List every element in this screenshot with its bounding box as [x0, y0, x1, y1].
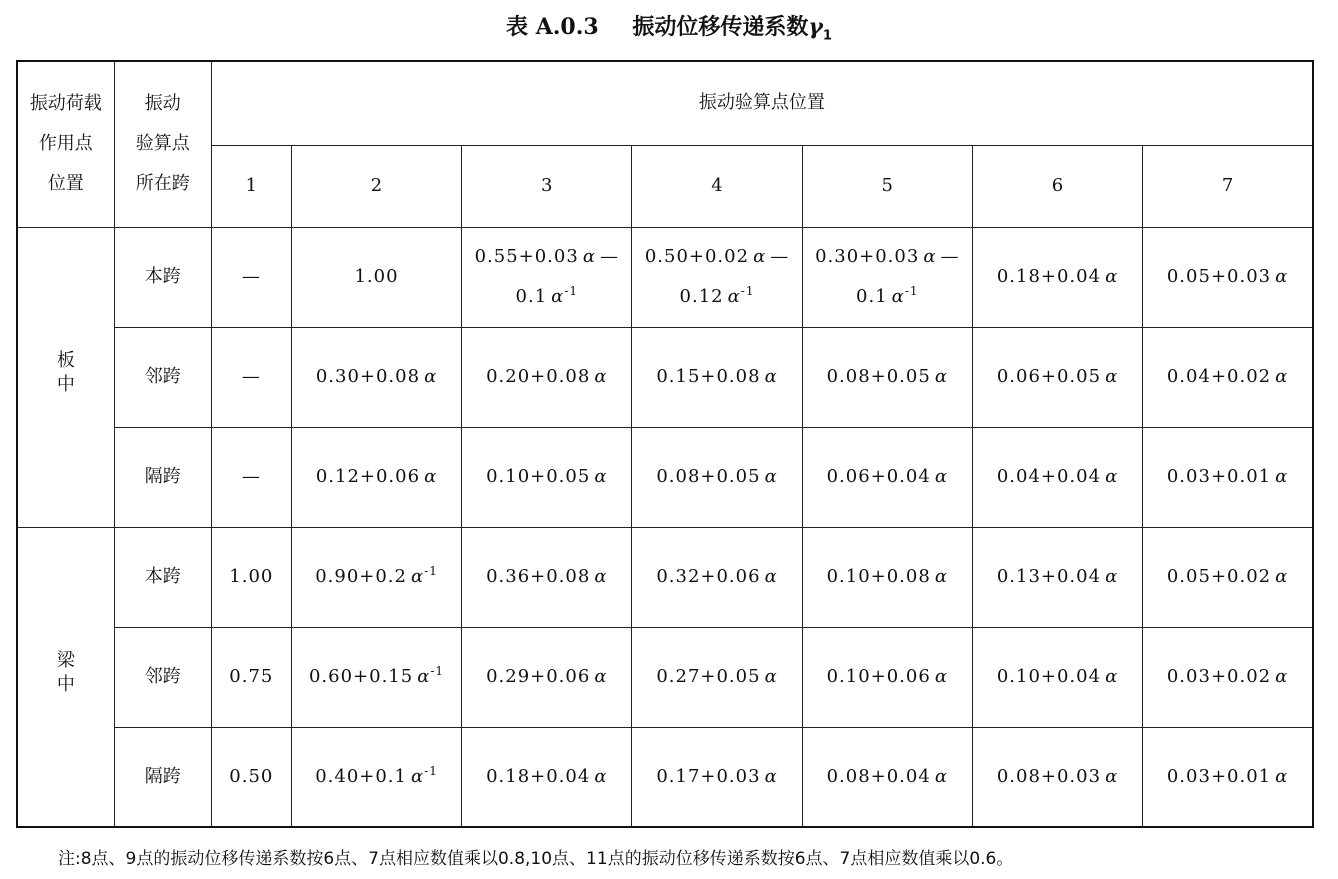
table-row: [17, 327, 1313, 427]
coefficient-text: 1.00: [229, 566, 274, 587]
coefficient-text: 0.05+0.02: [1166, 566, 1272, 587]
coefficient-cell: [972, 527, 1142, 627]
span-label: 邻跨: [114, 627, 211, 727]
coefficient-text: 0.03+0.01: [1166, 765, 1272, 787]
inverse-exponent: -1: [740, 284, 755, 298]
coefficient-text: 0.10+0.05: [486, 466, 591, 487]
alpha-symbol: α: [1275, 366, 1289, 387]
span-label: 隔跨: [114, 727, 211, 827]
inverse-exponent: -1: [564, 284, 579, 298]
span-label: 本跨: [114, 527, 211, 627]
coefficient-cell: [291, 327, 461, 427]
alpha-symbol: α: [594, 566, 608, 587]
alpha-symbol: α: [764, 466, 778, 487]
alpha-symbol: α: [1105, 666, 1119, 687]
coefficient-cell: [462, 227, 632, 327]
coefficient-text: 0.03+0.02: [1166, 666, 1272, 687]
coefficient-value: [212, 557, 291, 597]
coefficient-cell: [462, 527, 632, 627]
coefficient-cell: [632, 227, 802, 327]
coefficient-value: [462, 757, 631, 797]
coefficient-text: 0.36+0.08: [486, 566, 591, 587]
alpha-symbol: α: [1275, 266, 1289, 287]
coefficient-value: [1143, 757, 1312, 797]
coefficient-text: 0.1: [515, 286, 548, 307]
coefficient-text: 0.75: [229, 666, 274, 687]
coefficient-value: [212, 457, 291, 497]
table-body: [17, 227, 1313, 827]
coefficient-cell: [632, 427, 802, 527]
coefficient-cell: [972, 727, 1142, 827]
header-points-row: [17, 145, 1313, 227]
coefficient-text: 0.03+0.01: [1166, 466, 1272, 487]
coefficient-value: [632, 557, 801, 597]
inverse-exponent: -1: [424, 763, 438, 778]
coefficient-text: 0.13+0.04: [996, 566, 1102, 587]
header-point-5: 5: [802, 145, 972, 227]
span-label: 邻跨: [114, 327, 211, 427]
coefficient-text: 0.06+0.05: [996, 366, 1102, 387]
alpha-symbol: α: [417, 666, 431, 687]
coefficient-cell: [211, 327, 291, 427]
coefficient-cell: [291, 527, 461, 627]
coefficient-text: 0.17+0.03: [656, 765, 761, 787]
alpha-symbol: α: [410, 566, 425, 587]
coefficient-value: [292, 357, 461, 397]
coefficient-text: 0.10+0.06: [826, 666, 931, 687]
coefficient-cell: [802, 527, 972, 627]
coefficient-text: 0.18+0.04: [486, 765, 591, 787]
header-load-position: [17, 61, 114, 227]
header-check-span: [114, 61, 211, 227]
table-row: [17, 527, 1313, 627]
coefficient-cell: [1143, 627, 1313, 727]
coefficient-cell: [211, 727, 291, 827]
coefficient-text: 0.10+0.04: [996, 666, 1102, 687]
coefficient-suffix: —: [940, 246, 960, 267]
coefficient-text: 0.08+0.03: [996, 765, 1102, 787]
alpha-symbol: α: [934, 666, 948, 687]
coefficient-value-line2: [803, 277, 972, 317]
coefficient-cell: [291, 627, 461, 727]
alpha-symbol: α: [1105, 765, 1119, 787]
coefficient-value: [1143, 257, 1312, 297]
alpha-symbol: α: [1275, 765, 1289, 787]
gamma-symbol: γ: [808, 14, 823, 40]
coefficient-cell: [462, 627, 632, 727]
coefficient-value: [1143, 557, 1312, 597]
coefficient-value: [1143, 457, 1312, 497]
coefficient-text: 0.50: [229, 765, 274, 787]
coefficient-text: 0.12+0.06: [315, 466, 421, 487]
load-position-label: 板中: [56, 350, 75, 395]
coefficient-value: [462, 557, 631, 597]
coefficient-text: 0.55+0.03: [474, 246, 579, 267]
coefficient-text: 0.08+0.05: [656, 466, 761, 487]
alpha-symbol: α: [934, 765, 948, 787]
alpha-symbol: α: [764, 765, 778, 787]
header-point-3: 3: [462, 145, 632, 227]
alpha-symbol: α: [594, 366, 608, 387]
coefficient-table: [16, 60, 1314, 828]
coefficient-cell: [1143, 727, 1313, 827]
coefficient-value: [973, 257, 1142, 297]
coefficient-text: 0.20+0.08: [486, 366, 591, 387]
coefficient-text: 0.32+0.06: [656, 566, 761, 587]
coefficient-text: 0.27+0.05: [656, 666, 761, 687]
coefficient-cell: [291, 427, 461, 527]
table-title: [0, 10, 1338, 43]
coefficient-value: [1143, 357, 1312, 397]
coefficient-value: [632, 237, 801, 277]
coefficient-text: 0.06+0.04: [826, 466, 931, 487]
alpha-symbol: α: [1105, 566, 1119, 587]
coefficient-value: [803, 357, 972, 397]
header-point-7: 7: [1143, 145, 1313, 227]
coefficient-cell: [1143, 327, 1313, 427]
load-position-cell: [17, 527, 114, 827]
coefficient-value: [462, 357, 631, 397]
alpha-symbol: α: [1275, 666, 1289, 687]
header-load-line: 位置: [47, 173, 84, 195]
coefficient-text: 0.04+0.02: [1166, 366, 1272, 387]
alpha-symbol: α: [934, 366, 948, 387]
load-position-cell: [17, 227, 114, 527]
coefficient-value: [212, 657, 291, 697]
coefficient-cell: [632, 627, 802, 727]
coefficient-value: [973, 657, 1142, 697]
alpha-symbol: α: [424, 366, 438, 387]
coefficient-cell: [1143, 427, 1313, 527]
coefficient-value-line2: [632, 277, 801, 317]
inverse-exponent: -1: [424, 564, 438, 578]
coefficient-value: [803, 657, 972, 697]
coefficient-text: 0.90+0.2: [315, 566, 407, 587]
alpha-symbol: α: [753, 246, 767, 267]
coefficient-value: [462, 457, 631, 497]
span-label: 隔跨: [114, 427, 211, 527]
header-point-2: 2: [291, 145, 461, 227]
alpha-symbol: α: [424, 466, 438, 487]
coefficient-cell: [211, 227, 291, 327]
coefficient-cell: [802, 227, 972, 327]
coefficient-cell: [972, 327, 1142, 427]
load-position-label: 梁中: [56, 649, 75, 695]
alpha-symbol: α: [923, 246, 937, 267]
coefficient-value: [292, 257, 461, 297]
table-row: [17, 627, 1313, 727]
coefficient-cell: [972, 427, 1142, 527]
inverse-exponent: -1: [904, 284, 919, 298]
coefficient-cell: [632, 727, 802, 827]
coefficient-cell: [291, 727, 461, 827]
coefficient-text: 0.04+0.04: [996, 466, 1102, 487]
coefficient-cell: [972, 227, 1142, 327]
coefficient-cell: [211, 527, 291, 627]
alpha-symbol: α: [764, 366, 778, 387]
alpha-symbol: α: [1105, 266, 1119, 287]
alpha-symbol: α: [410, 765, 425, 787]
alpha-symbol: α: [551, 286, 565, 307]
coefficient-suffix: —: [599, 246, 619, 267]
coefficient-value: [212, 257, 291, 297]
header-span-line: 振动: [144, 93, 181, 115]
coefficient-text: 0.05+0.03: [1166, 266, 1272, 287]
alpha-symbol: α: [1275, 466, 1289, 487]
table-row: [17, 227, 1313, 327]
coefficient-value: [292, 457, 461, 497]
coefficient-cell: [802, 327, 972, 427]
alpha-symbol: α: [1105, 466, 1119, 487]
coefficient-value: [973, 757, 1142, 797]
coefficient-text: 0.30+0.03: [815, 246, 920, 267]
coefficient-cell: [462, 327, 632, 427]
alpha-symbol: α: [1275, 566, 1289, 587]
coefficient-text: 1.00: [354, 266, 399, 287]
coefficient-value: [803, 757, 972, 797]
header-point-6: 6: [972, 145, 1142, 227]
coefficient-cell: [1143, 527, 1313, 627]
coefficient-value: [212, 357, 291, 397]
coefficient-text: 0.08+0.05: [826, 366, 931, 387]
table-row: [17, 727, 1313, 827]
header-point-1: 1: [211, 145, 291, 227]
coefficient-value: [973, 457, 1142, 497]
coefficient-value: [803, 557, 972, 597]
table-title-text: 振动位移传递系数: [632, 15, 809, 40]
alpha-symbol: α: [594, 466, 608, 487]
coefficient-cell: [632, 527, 802, 627]
header-span-line: 验算点: [135, 133, 190, 155]
coefficient-value: [212, 757, 291, 797]
coefficient-text: 0.30+0.08: [315, 366, 421, 387]
inverse-exponent: -1: [430, 664, 445, 678]
alpha-symbol: α: [594, 765, 608, 787]
coefficient-text: 0.60+0.15: [308, 666, 414, 687]
alpha-symbol: α: [727, 286, 741, 307]
coefficient-cell: [211, 627, 291, 727]
coefficient-cell: [462, 427, 632, 527]
coefficient-cell: [802, 727, 972, 827]
coefficient-value: [973, 357, 1142, 397]
coefficient-text: —: [241, 466, 261, 487]
alpha-symbol: α: [891, 286, 905, 307]
coefficient-text: 0.10+0.08: [826, 566, 931, 587]
coefficient-value: [632, 357, 801, 397]
coefficient-value: [292, 657, 461, 697]
alpha-symbol: α: [582, 246, 596, 267]
coefficient-value: [462, 657, 631, 697]
coefficient-value: [292, 757, 461, 797]
header-load-line: 振动荷载: [29, 93, 102, 115]
coefficient-text: —: [241, 266, 261, 287]
alpha-symbol: α: [594, 666, 608, 687]
header-span-line: 所在跨: [135, 173, 190, 195]
coefficient-cell: [802, 427, 972, 527]
coefficient-text: 0.50+0.02: [644, 246, 750, 267]
coefficient-suffix: —: [770, 246, 790, 267]
coefficient-value-line2: [462, 277, 631, 317]
coefficient-text: 0.40+0.1: [315, 765, 407, 787]
coefficient-text: 0.15+0.08: [656, 366, 761, 387]
coefficient-value: [462, 237, 631, 277]
coefficient-cell: [972, 627, 1142, 727]
coefficient-cell: [462, 727, 632, 827]
alpha-symbol: α: [764, 666, 778, 687]
header-point-4: 4: [632, 145, 802, 227]
coefficient-text: 0.1: [856, 286, 888, 307]
coefficient-text: 0.29+0.06: [486, 666, 591, 687]
span-label: 本跨: [114, 227, 211, 327]
coefficient-cell: [211, 427, 291, 527]
coefficient-cell: [802, 627, 972, 727]
coefficient-value: [632, 757, 801, 797]
table-code: 表 A.0.3: [506, 14, 599, 40]
coefficient-text: —: [241, 366, 261, 387]
coefficient-value: [632, 457, 801, 497]
gamma-subscript: 1: [822, 28, 832, 44]
coefficient-cell: [291, 227, 461, 327]
header-load-line: 作用点: [38, 133, 93, 155]
coefficient-text: 0.08+0.04: [826, 765, 931, 787]
coefficient-value: [632, 657, 801, 697]
coefficient-text: 0.18+0.04: [996, 266, 1102, 287]
header-check-points: 振动验算点位置: [211, 61, 1313, 145]
coefficient-text: 0.12: [679, 286, 724, 307]
coefficient-cell: [1143, 227, 1313, 327]
table-row: [17, 427, 1313, 527]
coefficient-value: [803, 237, 972, 277]
coefficient-cell: [632, 327, 802, 427]
coefficient-value: [292, 557, 461, 597]
alpha-symbol: α: [934, 566, 948, 587]
alpha-symbol: α: [1105, 366, 1119, 387]
table-note: 注:8点、9点的振动位移传递系数按6点、7点相应数值乘以0.8,10点、11点的振动位移传递系数按6点、7点相应数值乘以0.6。: [58, 849, 1014, 869]
alpha-symbol: α: [764, 566, 778, 587]
coefficient-value: [1143, 657, 1312, 697]
alpha-symbol: α: [934, 466, 948, 487]
coefficient-value: [803, 457, 972, 497]
coefficient-value: [973, 557, 1142, 597]
